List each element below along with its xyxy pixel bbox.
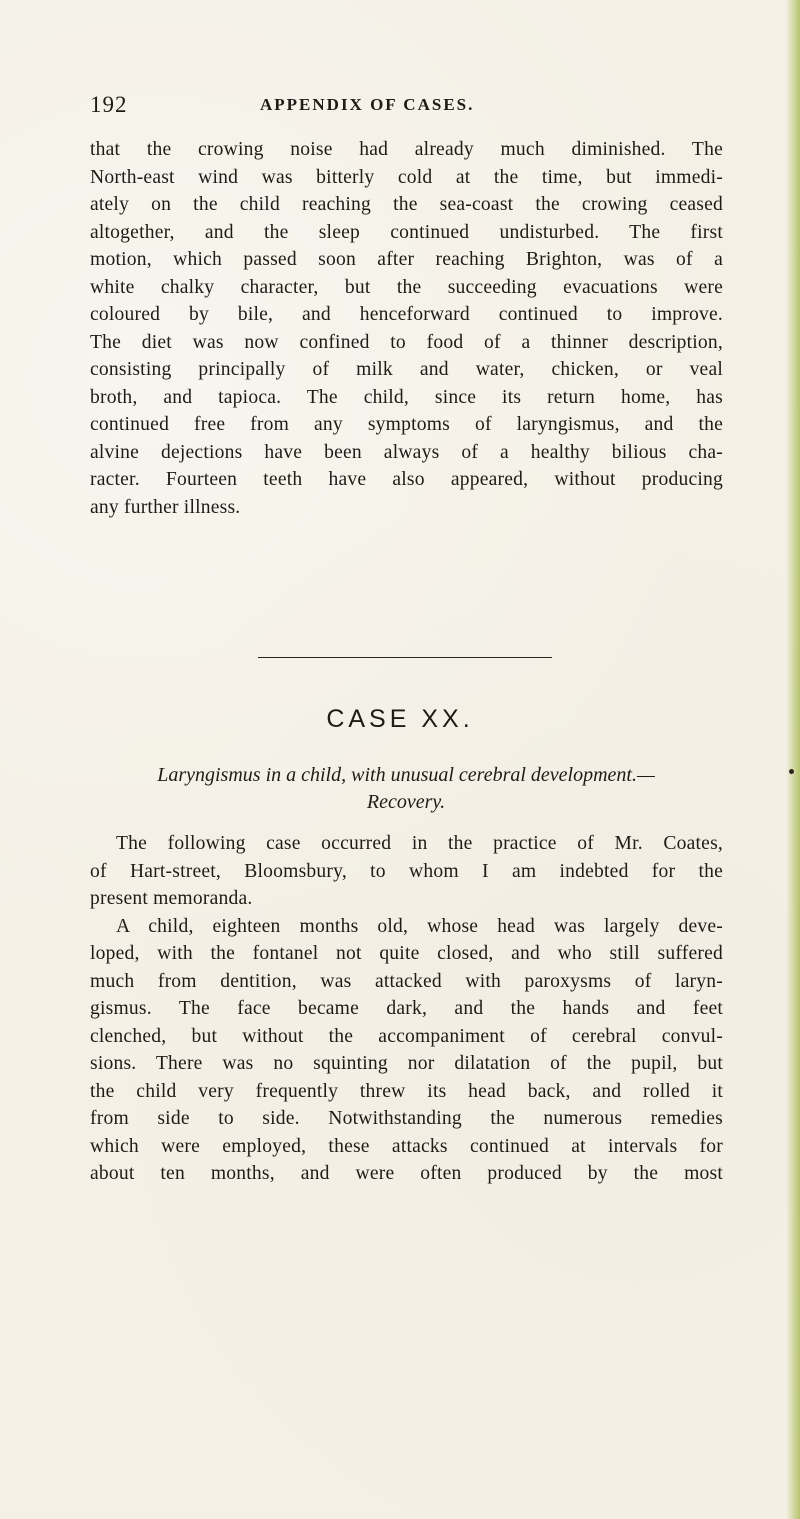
text-line: motion, which passed soon after reaching Brighton, was of a <box>90 249 723 270</box>
case-subtitle-line: Recovery. <box>366 791 446 813</box>
page-edge-stain <box>786 0 800 1519</box>
page-number: 192 <box>90 92 128 117</box>
text-line: broth, and tapioca. The child, since its return home, has <box>90 386 723 408</box>
text-line: of Hart-street, Bloomsbury, to whom I am indebted for the <box>90 860 723 882</box>
text-line: the child very frequently threw its head back, and rolled it <box>90 1080 723 1102</box>
text-line: gismus. The face became dark, and the hands and feet <box>90 998 723 1019</box>
text-line: The diet was now confined to food of a thinner description, <box>90 331 723 353</box>
text-line: which were employed, these attacks continued at intervals for <box>90 1135 723 1157</box>
text-line: alvine dejections have been always of a healthy bilious cha- <box>90 441 723 463</box>
text-line: coloured by bile, and henceforward continued to improve. <box>90 304 723 325</box>
section-divider <box>258 657 552 658</box>
text-line: any further illness. <box>90 496 241 518</box>
text-line: from side to side. Notwithstanding the numerous remedies <box>90 1108 723 1129</box>
text-line: A child, eighteen months old, whose head was largely deve- <box>116 915 723 937</box>
case-paragraphs <box>90 830 723 1450</box>
text-line: present memoranda. <box>90 888 253 909</box>
continuation-paragraph <box>90 136 723 668</box>
case-subtitle-line: Laryngismus in a child, with unusual cerebral development.— <box>157 764 655 786</box>
text-line: about ten months, and were often produced by the most <box>90 1163 723 1184</box>
text-line: white chalky character, but the succeeding evacuations were <box>90 276 723 298</box>
case-title: CASE XX. <box>326 705 474 733</box>
text-line: much from dentition, was attacked with paroxysms of laryn- <box>90 970 723 992</box>
page-header <box>90 92 730 118</box>
case-subtitle <box>100 762 712 816</box>
text-line: loped, with the fontanel not quite closed, and who still suffered <box>90 943 723 964</box>
text-line: The following case occurred in the practice of Mr. Coates, <box>116 833 723 854</box>
text-line: sions. There was no squinting nor dilatation of the pupil, but <box>90 1053 723 1074</box>
text-line: racter. Fourteen teeth have also appeared, without producing <box>90 469 723 490</box>
text-line: altogether, and the sleep continued undisturbed. The first <box>90 221 723 243</box>
text-line: consisting principally of milk and water, chicken, or veal <box>90 359 723 380</box>
running-head: APPENDIX OF CASES. <box>260 95 475 114</box>
text-line: North-east wind was bitterly cold at the time, but immedi- <box>90 166 723 188</box>
text-line: clenched, but without the accompaniment of cerebral convul- <box>90 1025 723 1047</box>
text-line: ately on the child reaching the sea-coast the crowing ceased <box>90 194 723 215</box>
text-line: that the crowing noise had already much diminished. The <box>90 139 723 160</box>
text-line: continued free from any symptoms of laryngismus, and the <box>90 414 723 435</box>
